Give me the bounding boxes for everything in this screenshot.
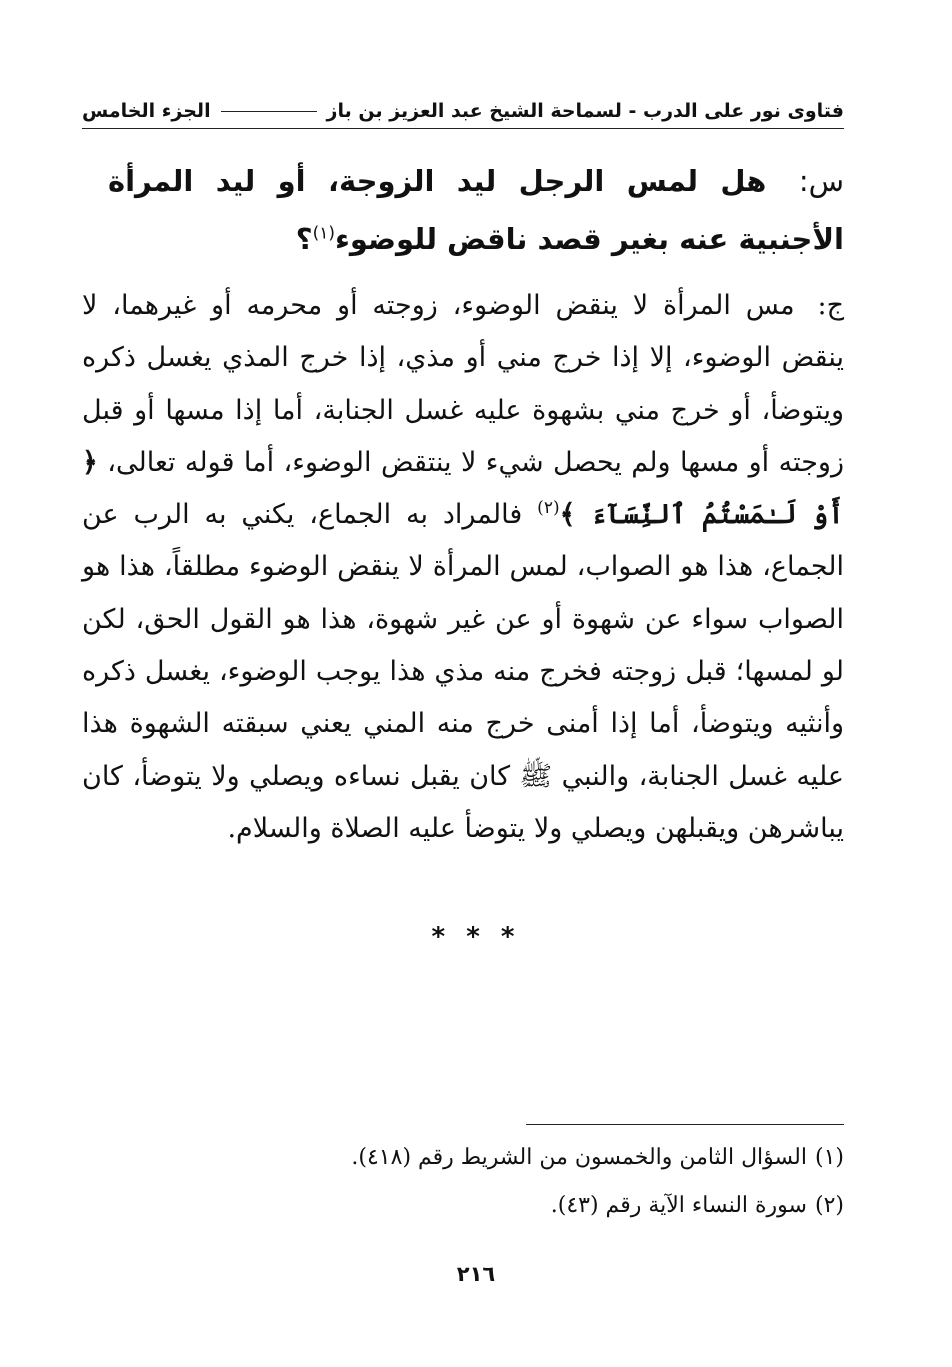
header-rule <box>221 111 317 112</box>
quran-verse: ﴿ أَوْ لَـٰمَسْتُمُ ٱلنِّسَآءَ ﴾ <box>82 446 844 531</box>
footnote-2 <box>82 1182 844 1230</box>
page-number: ٢١٦ <box>456 1262 496 1286</box>
question-end-mark: ؟ <box>295 222 313 256</box>
header-book-title: فتاوى نور على الدرب - لسماحة الشيخ عبد العزيز بن باز <box>326 100 844 122</box>
question-text: هل لمس الرجل ليد الزوجة، أو ليد المرأة الأجنبية عنه بغير قصد ناقض للوضوء <box>108 164 844 256</box>
footnote-1-number: (١) <box>814 1145 844 1170</box>
footnote-1 <box>82 1134 844 1182</box>
running-header <box>82 96 844 129</box>
footnote-2-text: سورة النساء الآية رقم (٤٣). <box>550 1193 807 1218</box>
answer-footnote-ref[interactable]: (٢) <box>537 498 560 519</box>
question-paragraph <box>108 152 844 268</box>
footnote-2-number: (٢) <box>814 1193 844 1218</box>
section-separator: * * * <box>431 922 521 952</box>
answer-text-after: فالمراد به الجماع، يكني به الرب عن الجماع، هذا هو الصواب، لمس المرأة لا ينقض الوضوء مطلقاً، هذا هو الصواب سواء عن شهوة أو عن غير شهوة، هذا هو القول الحق، لكن لو لمسها؛ قبل زوجته فخرج منه مذي هذا يوجب الوضوء، يغسل ذكره وأنثيه ويتوضأ، أما إذا أمنى خرج منه المني يعني سبقته الشهوة هذا عليه غسل الجنابة، والنبي ﷺ كان يقبل نساءه ويصلي ولا يتوضأ، كان يباشرهن ويقبلهن ويصلي ولا يتوضأ عليه الصلاة والسلام. <box>82 499 844 844</box>
question-footnote-ref[interactable]: (١) <box>312 223 336 244</box>
answer-text-before: مس المرأة لا ينقض الوضوء، زوجته أو محرمه أو غيرهما، لا ينقض الوضوء، إلا إذا خرج مني أو مذي، إذا خرج المذي يغسل ذكره ويتوضأ، أو خرج مني بشهوة عليه غسل الجنابة، أما إذا مسها أو قبل زوجته أو مسها ولم يحصل شيء لا ينتقض الوضوء، أما قوله تعالى، <box>82 290 844 478</box>
answer-prefix: ج: <box>817 290 844 321</box>
footnote-divider <box>526 1124 844 1125</box>
footnote-1-text: السؤال الثامن والخمسون من الشريط رقم (٤١٨). <box>351 1145 807 1170</box>
answer-paragraph <box>82 280 844 855</box>
header-volume: الجزء الخامس <box>82 100 211 122</box>
question-prefix: س: <box>798 164 844 198</box>
footnotes <box>82 1134 844 1230</box>
